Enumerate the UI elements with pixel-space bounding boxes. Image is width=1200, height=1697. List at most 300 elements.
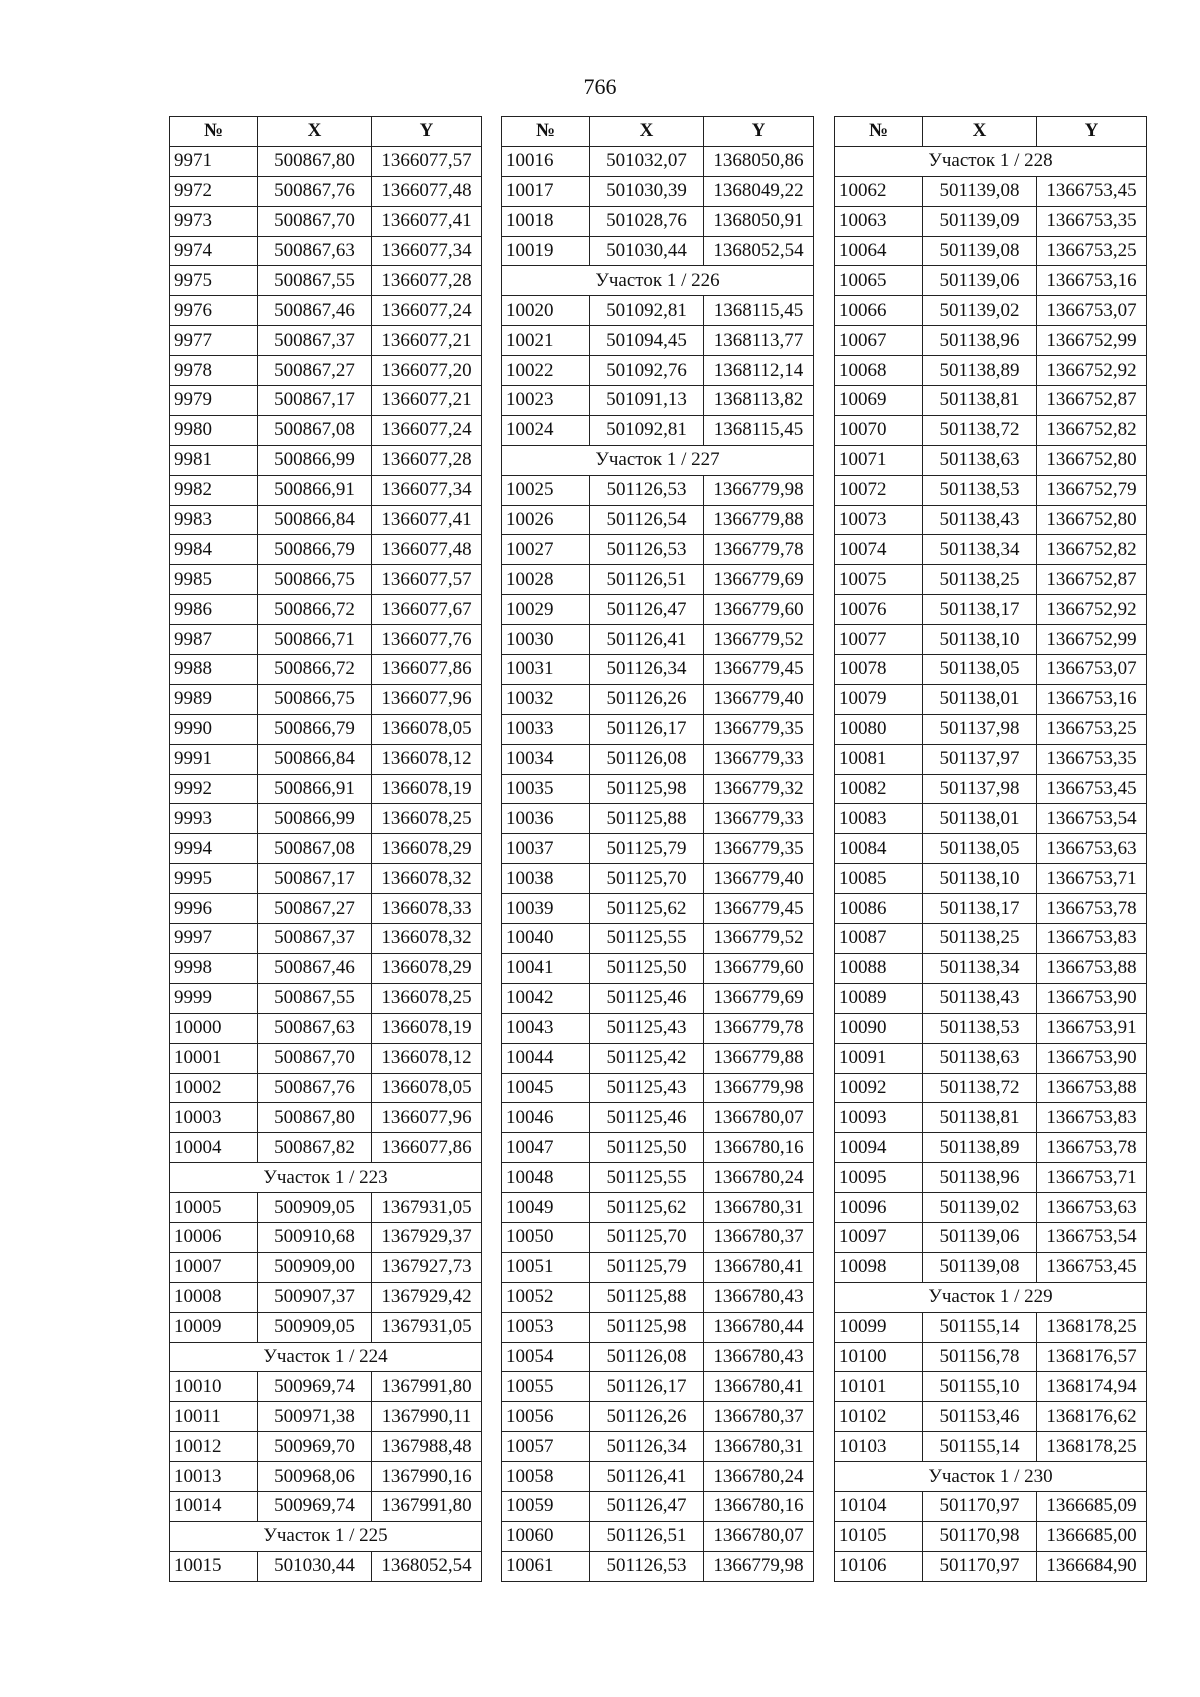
y-coordinate: 1366780,07: [704, 1521, 814, 1551]
point-number: 10016: [502, 146, 590, 176]
point-number: 10077: [835, 625, 923, 655]
page-number: 766: [583, 74, 617, 99]
table-row: [835, 326, 1147, 356]
point-number: 10091: [835, 1043, 923, 1073]
y-coordinate: 1366779,45: [704, 894, 814, 924]
header-number: №: [835, 117, 923, 147]
table-row: [835, 206, 1147, 236]
x-coordinate: 501138,25: [923, 565, 1037, 595]
table-row: [835, 1491, 1147, 1521]
table-row: [502, 1252, 814, 1282]
y-coordinate: 1366752,99: [1037, 625, 1147, 655]
table-row: [835, 655, 1147, 685]
y-coordinate: 1368113,82: [704, 386, 814, 416]
x-coordinate: 501137,97: [923, 744, 1037, 774]
table-row: [835, 1551, 1147, 1581]
y-coordinate: 1366779,78: [704, 535, 814, 565]
x-coordinate: 501170,97: [923, 1491, 1037, 1521]
x-coordinate: 501125,88: [590, 1282, 704, 1312]
x-coordinate: 500867,76: [258, 176, 372, 206]
point-number: 10019: [502, 236, 590, 266]
table-row: [502, 1222, 814, 1252]
y-coordinate: 1366753,45: [1037, 176, 1147, 206]
x-coordinate: 501137,98: [923, 774, 1037, 804]
table-row: [502, 595, 814, 625]
point-number: 10047: [502, 1133, 590, 1163]
point-number: 10030: [502, 625, 590, 655]
y-coordinate: 1368050,86: [704, 146, 814, 176]
point-number: 9980: [170, 415, 258, 445]
y-coordinate: 1366078,32: [372, 924, 482, 954]
x-coordinate: 500867,27: [258, 894, 372, 924]
table-row: [170, 655, 482, 685]
point-number: 10075: [835, 565, 923, 595]
point-number: 10000: [170, 1013, 258, 1043]
x-coordinate: 501138,96: [923, 326, 1037, 356]
y-coordinate: 1366753,63: [1037, 1193, 1147, 1223]
point-number: 10041: [502, 953, 590, 983]
point-number: 9976: [170, 296, 258, 326]
table-row: [835, 415, 1147, 445]
point-number: 10015: [170, 1551, 258, 1581]
y-coordinate: 1366780,24: [704, 1462, 814, 1492]
point-number: 10072: [835, 475, 923, 505]
y-coordinate: 1366752,80: [1037, 445, 1147, 475]
point-number: 9995: [170, 864, 258, 894]
y-coordinate: 1366753,88: [1037, 953, 1147, 983]
y-coordinate: 1366752,92: [1037, 595, 1147, 625]
point-number: 10046: [502, 1103, 590, 1133]
table-row: [170, 1551, 482, 1581]
table-row: [835, 445, 1147, 475]
table-row: [170, 1402, 482, 1432]
y-coordinate: 1366779,60: [704, 953, 814, 983]
x-coordinate: 501138,89: [923, 356, 1037, 386]
table-row: [170, 296, 482, 326]
y-coordinate: 1366779,45: [704, 655, 814, 685]
y-coordinate: 1367990,11: [372, 1402, 482, 1432]
x-coordinate: 501092,81: [590, 415, 704, 445]
x-coordinate: 500866,84: [258, 744, 372, 774]
section-row: [170, 1521, 482, 1551]
point-number: 10063: [835, 206, 923, 236]
x-coordinate: 500867,17: [258, 386, 372, 416]
x-coordinate: 500968,06: [258, 1462, 372, 1492]
table-row: [502, 1193, 814, 1223]
table-row: [835, 1521, 1147, 1551]
point-number: 10001: [170, 1043, 258, 1073]
table-row: [170, 1103, 482, 1133]
point-number: 10035: [502, 774, 590, 804]
x-coordinate: 500866,72: [258, 655, 372, 685]
table-row: [502, 953, 814, 983]
table-row: [502, 1551, 814, 1581]
y-coordinate: 1366779,88: [704, 505, 814, 535]
y-coordinate: 1366077,67: [372, 595, 482, 625]
table-row: [502, 774, 814, 804]
point-number: 10012: [170, 1432, 258, 1462]
point-number: 10061: [502, 1551, 590, 1581]
point-number: 10043: [502, 1013, 590, 1043]
x-coordinate: 501125,79: [590, 834, 704, 864]
x-coordinate: 501139,09: [923, 206, 1037, 236]
table-row: [835, 894, 1147, 924]
point-number: 10059: [502, 1491, 590, 1521]
x-coordinate: 501138,34: [923, 535, 1037, 565]
point-number: 9993: [170, 804, 258, 834]
x-coordinate: 501126,41: [590, 625, 704, 655]
y-coordinate: 1366780,37: [704, 1222, 814, 1252]
section-row: [835, 1282, 1147, 1312]
point-number: 10093: [835, 1103, 923, 1133]
table-row: [170, 774, 482, 804]
table-row: [835, 386, 1147, 416]
y-coordinate: 1366779,60: [704, 595, 814, 625]
header-number: №: [170, 117, 258, 147]
table-row: [502, 1133, 814, 1163]
x-coordinate: 500867,63: [258, 1013, 372, 1043]
x-coordinate: 501125,79: [590, 1252, 704, 1282]
y-coordinate: 1366077,41: [372, 206, 482, 236]
table-row: [835, 983, 1147, 1013]
point-number: 10062: [835, 176, 923, 206]
table-row: [835, 266, 1147, 296]
y-coordinate: 1366779,40: [704, 864, 814, 894]
x-coordinate: 501139,08: [923, 236, 1037, 266]
y-coordinate: 1366685,09: [1037, 1491, 1147, 1521]
x-coordinate: 501125,70: [590, 1222, 704, 1252]
x-coordinate: 501125,43: [590, 1013, 704, 1043]
x-coordinate: 501126,08: [590, 1342, 704, 1372]
point-number: 10032: [502, 684, 590, 714]
table-row: [170, 146, 482, 176]
header-number: №: [502, 117, 590, 147]
y-coordinate: 1368178,25: [1037, 1312, 1147, 1342]
y-coordinate: 1366779,88: [704, 1043, 814, 1073]
table-row: [835, 834, 1147, 864]
x-coordinate: 501138,72: [923, 1073, 1037, 1103]
x-coordinate: 501126,47: [590, 595, 704, 625]
y-coordinate: 1366684,90: [1037, 1551, 1147, 1581]
point-number: 10079: [835, 684, 923, 714]
table-row: [502, 236, 814, 266]
x-coordinate: 500866,99: [258, 445, 372, 475]
x-coordinate: 501138,81: [923, 1103, 1037, 1133]
x-coordinate: 500866,99: [258, 804, 372, 834]
x-coordinate: 500909,05: [258, 1193, 372, 1223]
y-coordinate: 1366753,88: [1037, 1073, 1147, 1103]
y-coordinate: 1366780,44: [704, 1312, 814, 1342]
point-number: 10051: [502, 1252, 590, 1282]
point-number: 10092: [835, 1073, 923, 1103]
point-number: 10044: [502, 1043, 590, 1073]
table-row: [835, 714, 1147, 744]
y-coordinate: 1366779,33: [704, 744, 814, 774]
table-row: [835, 505, 1147, 535]
point-number: 9982: [170, 475, 258, 505]
point-number: 10005: [170, 1193, 258, 1223]
point-number: 10040: [502, 924, 590, 954]
y-coordinate: 1368113,77: [704, 326, 814, 356]
section-title: Участок 1 / 228: [835, 146, 1147, 176]
y-coordinate: 1366753,71: [1037, 864, 1147, 894]
x-coordinate: 501170,97: [923, 1551, 1037, 1581]
y-coordinate: 1366078,05: [372, 714, 482, 744]
x-coordinate: 500866,72: [258, 595, 372, 625]
x-coordinate: 500866,79: [258, 714, 372, 744]
table-row: [502, 535, 814, 565]
table-row: [835, 565, 1147, 595]
y-coordinate: 1366752,82: [1037, 535, 1147, 565]
table-row: [170, 1312, 482, 1342]
x-coordinate: 501126,34: [590, 1432, 704, 1462]
table-row: [835, 744, 1147, 774]
section-title: Участок 1 / 225: [170, 1521, 482, 1551]
x-coordinate: 501138,05: [923, 834, 1037, 864]
x-coordinate: 501137,98: [923, 714, 1037, 744]
point-number: 10013: [170, 1462, 258, 1492]
table-row: [502, 386, 814, 416]
table-row: [502, 894, 814, 924]
y-coordinate: 1366077,57: [372, 565, 482, 595]
point-number: 9984: [170, 535, 258, 565]
point-number: 10058: [502, 1462, 590, 1492]
section-row: [170, 1163, 482, 1193]
point-number: 10086: [835, 894, 923, 924]
x-coordinate: 501138,53: [923, 475, 1037, 505]
point-number: 9978: [170, 356, 258, 386]
header-y: Y: [1037, 117, 1147, 147]
header-y: Y: [704, 117, 814, 147]
y-coordinate: 1366753,54: [1037, 804, 1147, 834]
x-coordinate: 501125,55: [590, 924, 704, 954]
x-coordinate: 501125,98: [590, 774, 704, 804]
x-coordinate: 500909,00: [258, 1252, 372, 1282]
y-coordinate: 1366779,52: [704, 924, 814, 954]
x-coordinate: 500907,37: [258, 1282, 372, 1312]
y-coordinate: 1366753,78: [1037, 894, 1147, 924]
table-row: [835, 1133, 1147, 1163]
table-row: [502, 1342, 814, 1372]
point-number: 9985: [170, 565, 258, 595]
table-row: [170, 1462, 482, 1492]
table-row: [835, 1312, 1147, 1342]
x-coordinate: 501138,96: [923, 1163, 1037, 1193]
table-row: [502, 1073, 814, 1103]
x-coordinate: 501138,63: [923, 1043, 1037, 1073]
table-row: [502, 356, 814, 386]
table-row: [170, 475, 482, 505]
table-row: [502, 834, 814, 864]
y-coordinate: 1366753,35: [1037, 206, 1147, 236]
point-number: 10050: [502, 1222, 590, 1252]
point-number: 10022: [502, 356, 590, 386]
table-row: [170, 386, 482, 416]
y-coordinate: 1366753,45: [1037, 774, 1147, 804]
x-coordinate: 501125,50: [590, 953, 704, 983]
table-row: [502, 1521, 814, 1551]
x-coordinate: 501156,78: [923, 1342, 1037, 1372]
x-coordinate: 501138,43: [923, 505, 1037, 535]
y-coordinate: 1366077,28: [372, 445, 482, 475]
table-row: [502, 1491, 814, 1521]
point-number: 10008: [170, 1282, 258, 1312]
y-coordinate: 1368052,54: [372, 1551, 482, 1581]
y-coordinate: 1366753,16: [1037, 266, 1147, 296]
table-row: [170, 236, 482, 266]
table-row: [170, 595, 482, 625]
y-coordinate: 1366753,71: [1037, 1163, 1147, 1193]
y-coordinate: 1366780,41: [704, 1252, 814, 1282]
table-row: [835, 1372, 1147, 1402]
table-row: [835, 625, 1147, 655]
y-coordinate: 1367991,80: [372, 1491, 482, 1521]
y-coordinate: 1366077,28: [372, 266, 482, 296]
x-coordinate: 501170,98: [923, 1521, 1037, 1551]
y-coordinate: 1366078,33: [372, 894, 482, 924]
x-coordinate: 501126,53: [590, 1551, 704, 1581]
y-coordinate: 1366077,34: [372, 236, 482, 266]
table-row: [170, 266, 482, 296]
y-coordinate: 1366780,37: [704, 1402, 814, 1432]
point-number: 10076: [835, 595, 923, 625]
y-coordinate: 1368176,57: [1037, 1342, 1147, 1372]
table-row: [835, 804, 1147, 834]
y-coordinate: 1367988,48: [372, 1432, 482, 1462]
y-coordinate: 1366077,76: [372, 625, 482, 655]
y-coordinate: 1366753,90: [1037, 983, 1147, 1013]
table-row: [502, 415, 814, 445]
x-coordinate: 501125,55: [590, 1163, 704, 1193]
x-coordinate: 500866,71: [258, 625, 372, 655]
table-row: [170, 1043, 482, 1073]
y-coordinate: 1366753,91: [1037, 1013, 1147, 1043]
table-row: [502, 1043, 814, 1073]
x-coordinate: 501138,89: [923, 1133, 1037, 1163]
point-number: 10009: [170, 1312, 258, 1342]
x-coordinate: 501155,10: [923, 1372, 1037, 1402]
y-coordinate: 1366779,69: [704, 565, 814, 595]
section-title: Участок 1 / 227: [502, 445, 814, 475]
point-number: 10090: [835, 1013, 923, 1043]
point-number: 10002: [170, 1073, 258, 1103]
x-coordinate: 500867,08: [258, 834, 372, 864]
point-number: 10010: [170, 1372, 258, 1402]
x-coordinate: 501126,34: [590, 655, 704, 685]
table-row: [835, 1163, 1147, 1193]
point-number: 10028: [502, 565, 590, 595]
point-number: 9979: [170, 386, 258, 416]
x-coordinate: 501138,17: [923, 595, 1037, 625]
point-number: 10006: [170, 1222, 258, 1252]
table-row: [502, 326, 814, 356]
table-row: [502, 1402, 814, 1432]
point-number: 10049: [502, 1193, 590, 1223]
point-number: 9987: [170, 625, 258, 655]
x-coordinate: 500866,91: [258, 475, 372, 505]
x-coordinate: 501125,46: [590, 983, 704, 1013]
point-number: 10034: [502, 744, 590, 774]
point-number: 10106: [835, 1551, 923, 1581]
table-row: [835, 1043, 1147, 1073]
table-row: [502, 565, 814, 595]
y-coordinate: 1366779,35: [704, 834, 814, 864]
table-row: [170, 953, 482, 983]
table-row: [170, 924, 482, 954]
y-coordinate: 1366753,07: [1037, 296, 1147, 326]
point-number: 10036: [502, 804, 590, 834]
table-row: [170, 1073, 482, 1103]
y-coordinate: 1366753,07: [1037, 655, 1147, 685]
x-coordinate: 501126,17: [590, 714, 704, 744]
x-coordinate: 501138,10: [923, 864, 1037, 894]
table-row: [170, 356, 482, 386]
table-row: [170, 834, 482, 864]
x-coordinate: 501126,53: [590, 475, 704, 505]
point-number: 10099: [835, 1312, 923, 1342]
table-row: [170, 415, 482, 445]
x-coordinate: 501125,46: [590, 1103, 704, 1133]
table-row: [835, 953, 1147, 983]
table-row: [170, 1372, 482, 1402]
point-number: 10024: [502, 415, 590, 445]
point-number: 9986: [170, 595, 258, 625]
header-x: X: [923, 117, 1037, 147]
y-coordinate: 1366752,82: [1037, 415, 1147, 445]
table-row: [170, 804, 482, 834]
point-number: 10083: [835, 804, 923, 834]
x-coordinate: 501139,02: [923, 1193, 1037, 1223]
table-row: [835, 1342, 1147, 1372]
x-coordinate: 501138,53: [923, 1013, 1037, 1043]
y-coordinate: 1366779,69: [704, 983, 814, 1013]
point-number: 9989: [170, 684, 258, 714]
x-coordinate: 501092,81: [590, 296, 704, 326]
y-coordinate: 1366780,24: [704, 1163, 814, 1193]
table-row: [170, 714, 482, 744]
point-number: 10067: [835, 326, 923, 356]
x-coordinate: 501138,01: [923, 804, 1037, 834]
point-number: 10023: [502, 386, 590, 416]
point-number: 10066: [835, 296, 923, 326]
point-number: 10094: [835, 1133, 923, 1163]
y-coordinate: 1366078,29: [372, 953, 482, 983]
x-coordinate: 501125,62: [590, 894, 704, 924]
point-number: 10064: [835, 236, 923, 266]
table-row: [170, 505, 482, 535]
x-coordinate: 501139,08: [923, 176, 1037, 206]
y-coordinate: 1366753,25: [1037, 714, 1147, 744]
x-coordinate: 501126,54: [590, 505, 704, 535]
x-coordinate: 501125,88: [590, 804, 704, 834]
point-number: 10096: [835, 1193, 923, 1223]
x-coordinate: 500969,70: [258, 1432, 372, 1462]
x-coordinate: 501155,14: [923, 1312, 1037, 1342]
table-row: [835, 595, 1147, 625]
point-number: 10042: [502, 983, 590, 1013]
x-coordinate: 501126,47: [590, 1491, 704, 1521]
table-row: [170, 535, 482, 565]
table-row: [502, 625, 814, 655]
y-coordinate: 1366753,25: [1037, 236, 1147, 266]
x-coordinate: 501138,43: [923, 983, 1037, 1013]
x-coordinate: 500867,27: [258, 356, 372, 386]
x-coordinate: 501138,05: [923, 655, 1037, 685]
x-coordinate: 500910,68: [258, 1222, 372, 1252]
y-coordinate: 1366077,48: [372, 176, 482, 206]
point-number: 10101: [835, 1372, 923, 1402]
point-number: 10057: [502, 1432, 590, 1462]
